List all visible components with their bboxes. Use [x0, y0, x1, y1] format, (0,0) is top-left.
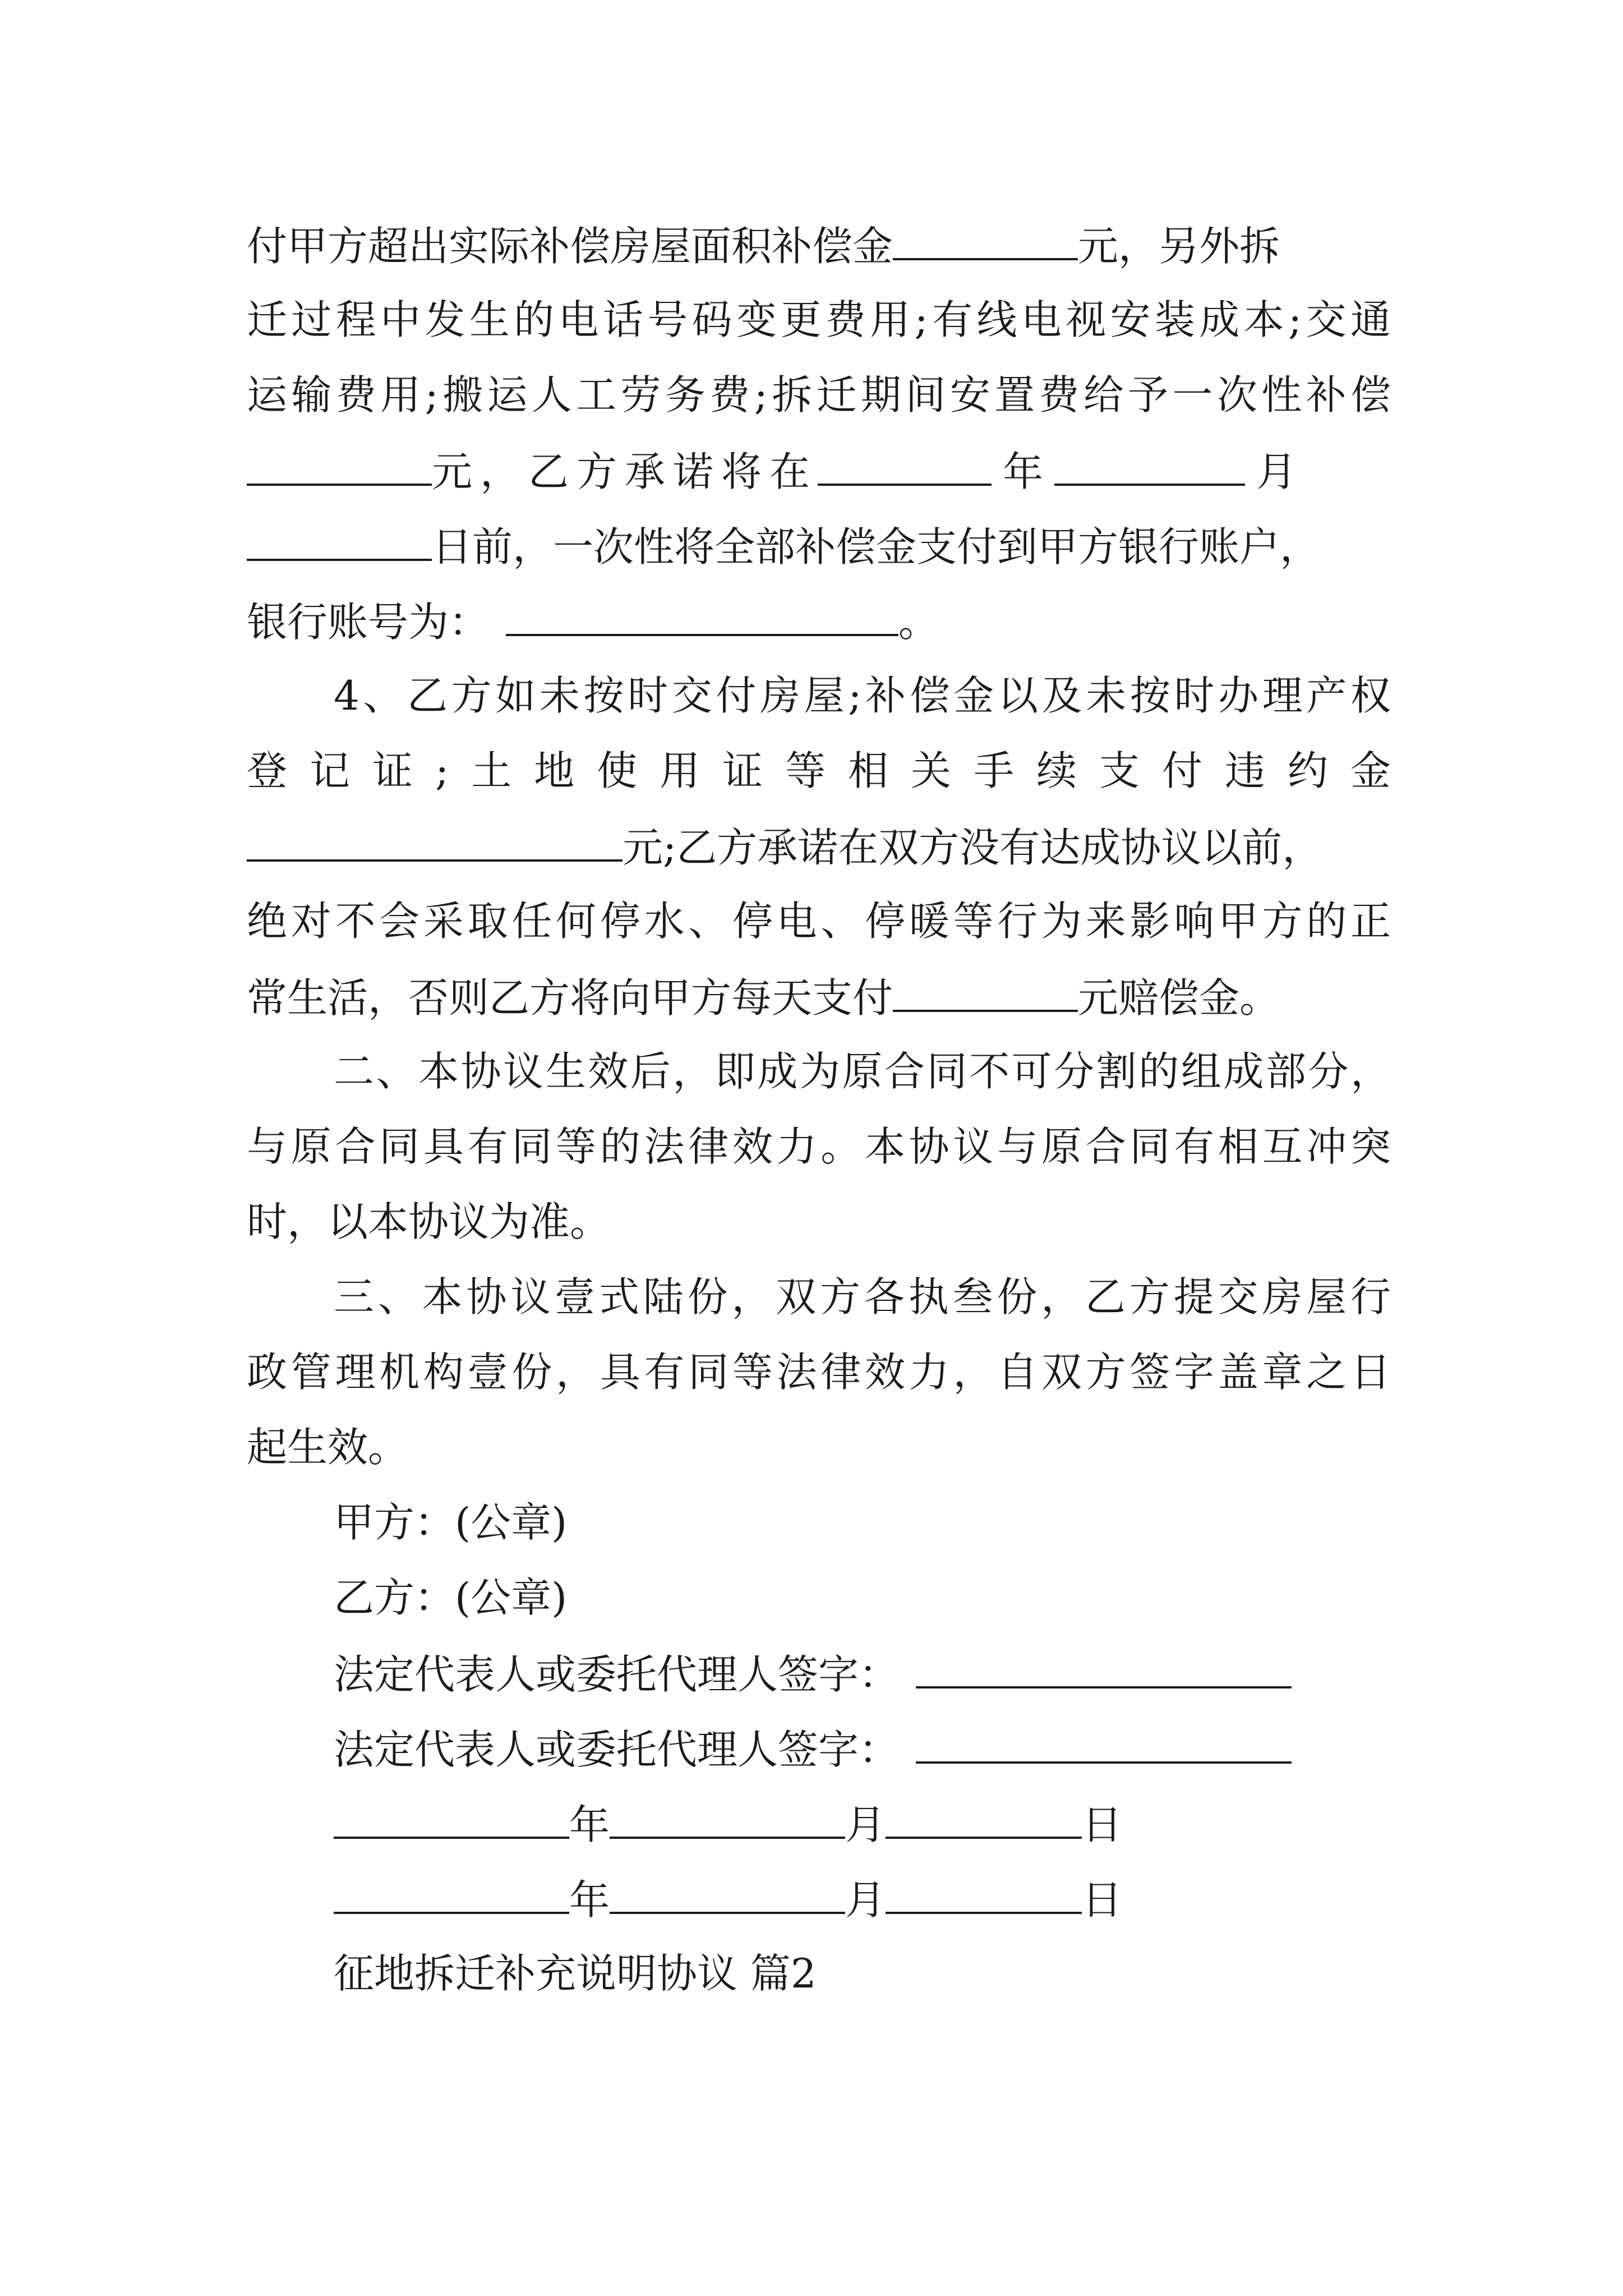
- p4-line-2: 政管理机构壹份，具有同等法律效力，自双方签字盖章之日: [247, 1349, 1391, 1396]
- p1-line-4: [247, 443, 1391, 499]
- p2-line-3: [247, 819, 1391, 875]
- p1-line-1: [247, 218, 1391, 274]
- amount-blank: [893, 218, 1078, 260]
- p4-line-1: 三、本协议壹式陆份，双方各执叁份，乙方提交房屋行: [334, 1273, 1391, 1320]
- p1-line-6-text: 银行账号为：: [247, 599, 490, 646]
- p2-line-5-text: 常生活，否则乙方将向甲方每天支付: [247, 974, 893, 1022]
- p2-line-5: [247, 969, 1391, 1025]
- daily-amount-blank: [893, 969, 1078, 1012]
- month-blank: [610, 1871, 845, 1914]
- month-label: 月: [845, 1876, 886, 1924]
- p4-line-3: 起生效。: [247, 1424, 409, 1471]
- p1-line-4-a: 元，乙方承诺将在: [432, 448, 818, 495]
- year-label: 年: [569, 1801, 610, 1848]
- year-label: 年: [569, 1876, 610, 1924]
- p3-line-1: 二、本协议生效后，即成为原合同不可分割的组成部分，: [334, 1048, 1391, 1095]
- p1-line-5: [247, 518, 1391, 574]
- p1-line-6-tail: 。: [898, 599, 939, 646]
- representative-signature-1: [334, 1646, 1391, 1702]
- amount-blank: [247, 443, 432, 486]
- representative-label-1: 法定代表人或委托代理人签字：: [334, 1651, 900, 1698]
- p3-line-3: 时，以本协议为准。: [247, 1198, 611, 1245]
- party-b-seal: 乙方：(公章): [334, 1574, 568, 1621]
- day-label: 日: [1082, 1801, 1123, 1848]
- p2-line-4: 绝对不会采取任何停水、停电、停暖等行为来影响甲方的正: [247, 898, 1391, 945]
- day-label: 日: [1082, 1876, 1123, 1924]
- party-a-seal: 甲方：(公章): [334, 1499, 568, 1546]
- penalty-blank: [247, 819, 623, 862]
- p1-line-4-b: 年: [1003, 448, 1044, 495]
- p1-line-5-text: 日前，一次性将全部补偿金支付到甲方银行账户，: [432, 523, 1321, 570]
- day-blank: [247, 518, 432, 561]
- year-blank: [334, 1796, 569, 1839]
- month-label: 月: [845, 1801, 886, 1848]
- month-blank: [610, 1796, 845, 1839]
- next-section-heading: 征地拆迁补充说明协议 篇2: [334, 1950, 817, 1997]
- p2-line-3-text: 元;乙方承诺在双方没有达成协议以前，: [623, 824, 1323, 871]
- representative-label-2: 法定代表人或委托代理人签字：: [334, 1726, 900, 1773]
- p2-line-2: 登记证;土地使用证等相关手续支付违约金: [247, 747, 1391, 794]
- p1-line-3: 运输费用;搬运人工劳务费;拆迁期间安置费给予一次性补偿: [247, 371, 1391, 418]
- date-line-2: [334, 1871, 1391, 1927]
- day-blank: [886, 1796, 1082, 1839]
- signature-blank-2: [916, 1721, 1292, 1764]
- day-blank: [886, 1871, 1082, 1914]
- year-blank: [818, 443, 992, 486]
- p1-line-1-tail: 元，另外拆: [1078, 223, 1280, 270]
- year-blank: [334, 1871, 569, 1914]
- p1-line-2: 迁过程中发生的电话号码变更费用;有线电视安装成本;交通: [247, 296, 1391, 343]
- month-blank: [1054, 443, 1245, 486]
- signature-blank-1: [916, 1646, 1292, 1688]
- p1-line-6: [247, 593, 1391, 650]
- p3-line-2: 与原合同具有同等的法律效力。本协议与原合同有相互冲突: [247, 1123, 1391, 1170]
- p1-line-1-text: 付甲方超出实际补偿房屋面积补偿金: [247, 223, 893, 270]
- p2-line-1: 4、乙方如未按时交付房屋;补偿金以及未按时办理产权: [334, 672, 1391, 719]
- representative-signature-2: [334, 1721, 1391, 1777]
- p2-line-5-tail: 元赔偿金。: [1078, 974, 1280, 1022]
- p1-line-4-c: 月: [1256, 448, 1297, 495]
- account-blank: [506, 593, 898, 636]
- date-line-1: [334, 1796, 1391, 1852]
